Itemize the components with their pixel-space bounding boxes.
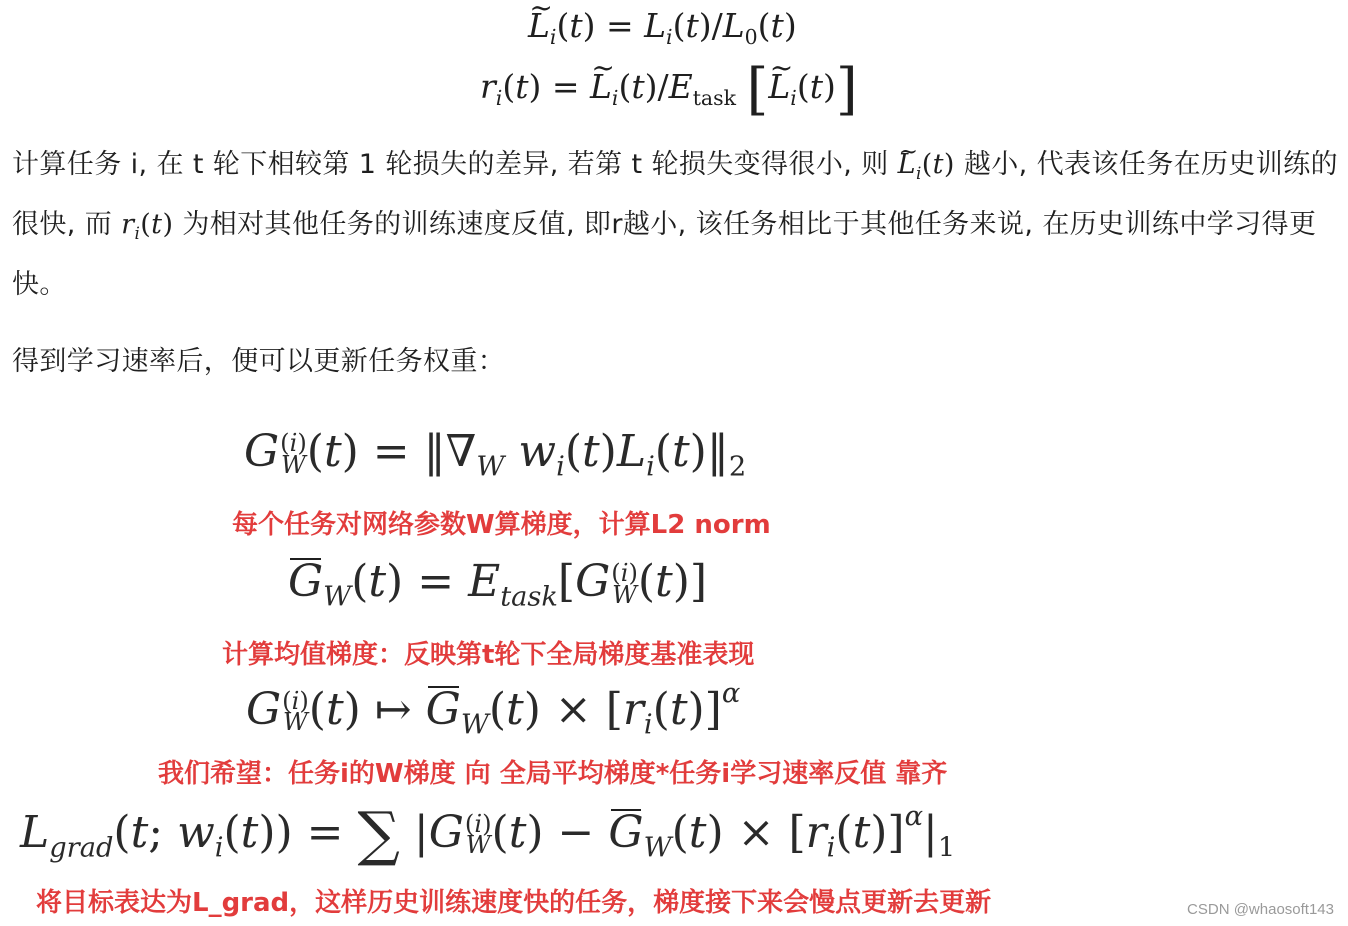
annotation-target-gradient: 我们希望：任务i的W梯度 向 全局平均梯度*任务i学习速率反值 靠齐 xyxy=(158,759,948,789)
update-weights-paragraph: 得到学习速率后，便可以更新任务权重： xyxy=(12,346,506,377)
inline-math-normalized-loss: ~ $L_i(t)$ xyxy=(898,149,955,180)
explanation-paragraph xyxy=(12,139,1342,311)
annotation-gradient-norm: 每个任务对网络参数W算梯度，计算L2 norm xyxy=(232,510,771,540)
csdn-watermark: CSDN @whaosoft143 xyxy=(1187,901,1334,918)
formula-task-subscript: task xyxy=(692,86,736,111)
annotation-grad-loss: 将目标表达为L_grad，这样历史训练速度快的任务，梯度接下来会慢点更新去更新 xyxy=(36,888,992,918)
formula-grad-loss: $L_{grad}(t$; $w_i(t)$) = ∑ |G (i) W $(t) - G_W(t) \times [r_i(t)]^\alpha|_1$ xyxy=(20,800,956,869)
formula-gradient-norm: G (i) W $(t) = ‖\nabla_W$ $w_i(t)L_i(t)‖_2$ xyxy=(244,426,747,483)
inline-math-rate: $r_i(t)$ xyxy=(121,208,174,243)
formula-normalized-loss: ~ $L_i(t) = L_i(t)/L_0(t)$ xyxy=(528,6,797,49)
formula-relative-rate: $r_i(t)$ = ~ $L_i(t)/E_{task}$ [~ $L_i(t)$] xyxy=(480,62,858,118)
formula-target-gradient: G (i) W (t) ↦ $G_W(t) \times [r_i(t)]^\alpha$ xyxy=(246,678,741,741)
formula-mean-gradient: $G_W(t) = E_{task}[G$ (i) W (t)] xyxy=(288,556,708,613)
annotation-mean-gradient: 计算均值梯度：反映第t轮下全局梯度基准表现 xyxy=(222,640,755,670)
paragraph-text-b: 越小, 代表该任务在历史训练的很快, 而 xyxy=(12,149,1339,240)
paragraph-text-a: 计算任务 i, 在 t 轮下相较第 1 轮损失的差异, 若第 t 轮损失变得很小, 则 xyxy=(12,149,898,180)
paragraph-text-c: 为相对其他任务的训练速度反值, 即r越小, 该任务相比于其他任务来说, 在历史训练中学习得更快。 xyxy=(12,208,1317,300)
